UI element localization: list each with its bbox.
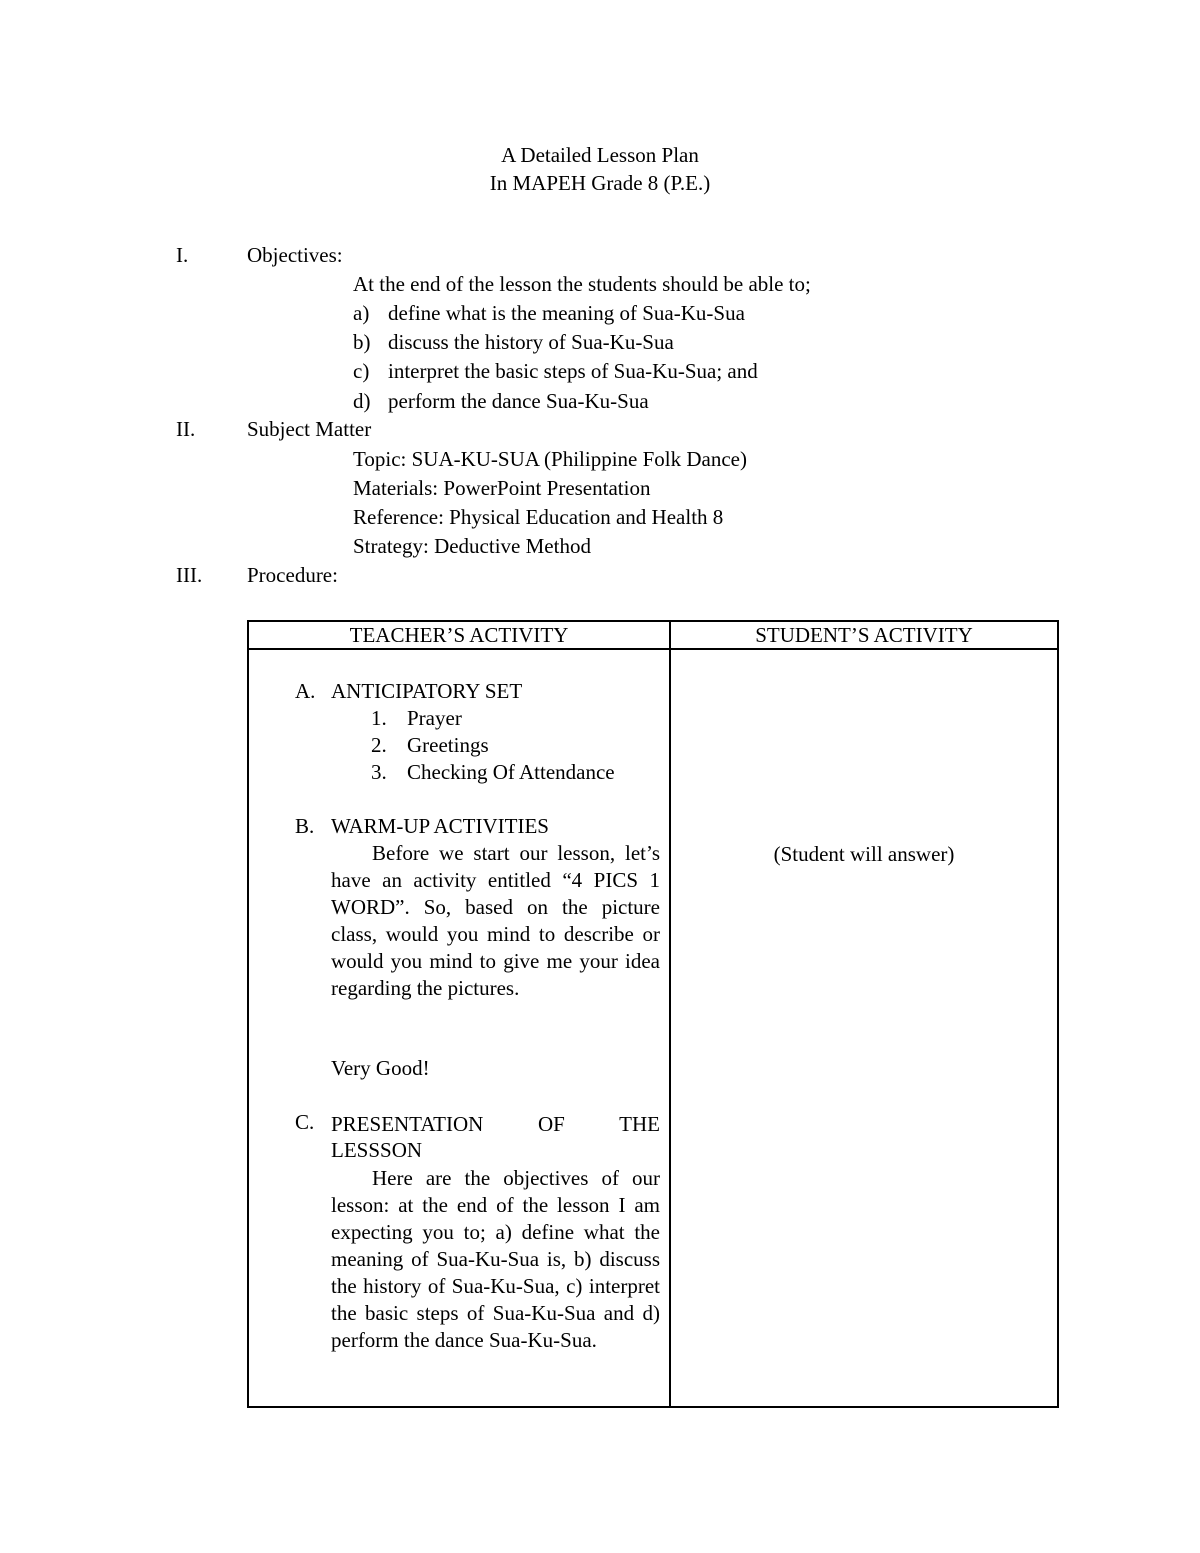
objective-letter: d) bbox=[353, 389, 371, 413]
section-numeral-subject-matter: II. bbox=[176, 417, 196, 441]
warmup-paragraph: Before we start our lesson, let’s have an activity entitled “4 PICS 1 WORD”. So, based on the picture class, would you mind to describe or would you mind to give me your idea regarding the pictures. bbox=[331, 841, 660, 1000]
section-numeral-procedure: III. bbox=[176, 563, 203, 587]
list-number: 2. bbox=[371, 733, 387, 757]
objective-item: interpret the basic steps of Sua-Ku-Sua; and bbox=[388, 359, 758, 383]
procedure-table bbox=[247, 620, 1059, 1408]
presentation-heading: PRESENTATION OF THE bbox=[331, 1112, 660, 1136]
list-number: 1. bbox=[371, 706, 387, 730]
objective-letter: c) bbox=[353, 359, 370, 383]
list-item-attendance: Checking Of Attendance bbox=[407, 760, 615, 784]
subject-topic: Topic: SUA-KU-SUA (Philippine Folk Dance) bbox=[353, 447, 747, 471]
teacher-activity-header: TEACHER’S ACTIVITY bbox=[349, 623, 569, 647]
objective-letter: a) bbox=[353, 301, 370, 325]
praise-text: Very Good! bbox=[331, 1056, 430, 1080]
objective-letter: b) bbox=[353, 330, 371, 354]
subject-reference: Reference: Physical Education and Health 8 bbox=[353, 505, 724, 529]
objective-item: define what is the meaning of Sua-Ku-Sua bbox=[388, 301, 745, 325]
table-header-divider bbox=[249, 648, 1057, 650]
subject-matter-heading: Subject Matter bbox=[247, 417, 372, 441]
student-activity-header: STUDENT’S ACTIVITY bbox=[755, 623, 973, 647]
lesson-plan-title: A Detailed Lesson Plan bbox=[501, 143, 699, 167]
warmup-letter: B. bbox=[295, 814, 315, 838]
presentation-heading-continued: LESSSON bbox=[331, 1138, 423, 1162]
subject-materials: Materials: PowerPoint Presentation bbox=[353, 476, 651, 500]
list-item-greetings: Greetings bbox=[407, 733, 489, 757]
subject-strategy: Strategy: Deductive Method bbox=[353, 534, 591, 558]
lesson-plan-subtitle: In MAPEH Grade 8 (P.E.) bbox=[489, 171, 711, 195]
table-column-divider bbox=[669, 622, 671, 1406]
objectives-heading: Objectives: bbox=[247, 243, 343, 267]
objective-item: discuss the history of Sua-Ku-Sua bbox=[388, 330, 674, 354]
section-numeral-objectives: I. bbox=[176, 243, 189, 267]
list-item-prayer: Prayer bbox=[407, 706, 462, 730]
list-number: 3. bbox=[371, 760, 387, 784]
procedure-heading: Procedure: bbox=[247, 563, 338, 587]
anticipatory-letter: A. bbox=[295, 679, 316, 703]
presentation-paragraph: Here are the objectives of our lesson: at the end of the lesson I am expecting you to; a) define what the meaning of Sua-Ku-Sua is, b) discuss the history of Sua-Ku-Sua, c) interpret the basic steps of Sua-Ku-Sua and d) perform the dance Sua-Ku-Sua. bbox=[331, 1166, 660, 1352]
objectives-intro: At the end of the lesson the students should be able to; bbox=[353, 272, 811, 296]
anticipatory-heading: ANTICIPATORY SET bbox=[331, 679, 523, 703]
presentation-letter: C. bbox=[295, 1110, 315, 1134]
student-answer: (Student will answer) bbox=[773, 842, 955, 866]
objective-item: perform the dance Sua-Ku-Sua bbox=[388, 389, 649, 413]
warmup-heading: WARM-UP ACTIVITIES bbox=[331, 814, 549, 838]
